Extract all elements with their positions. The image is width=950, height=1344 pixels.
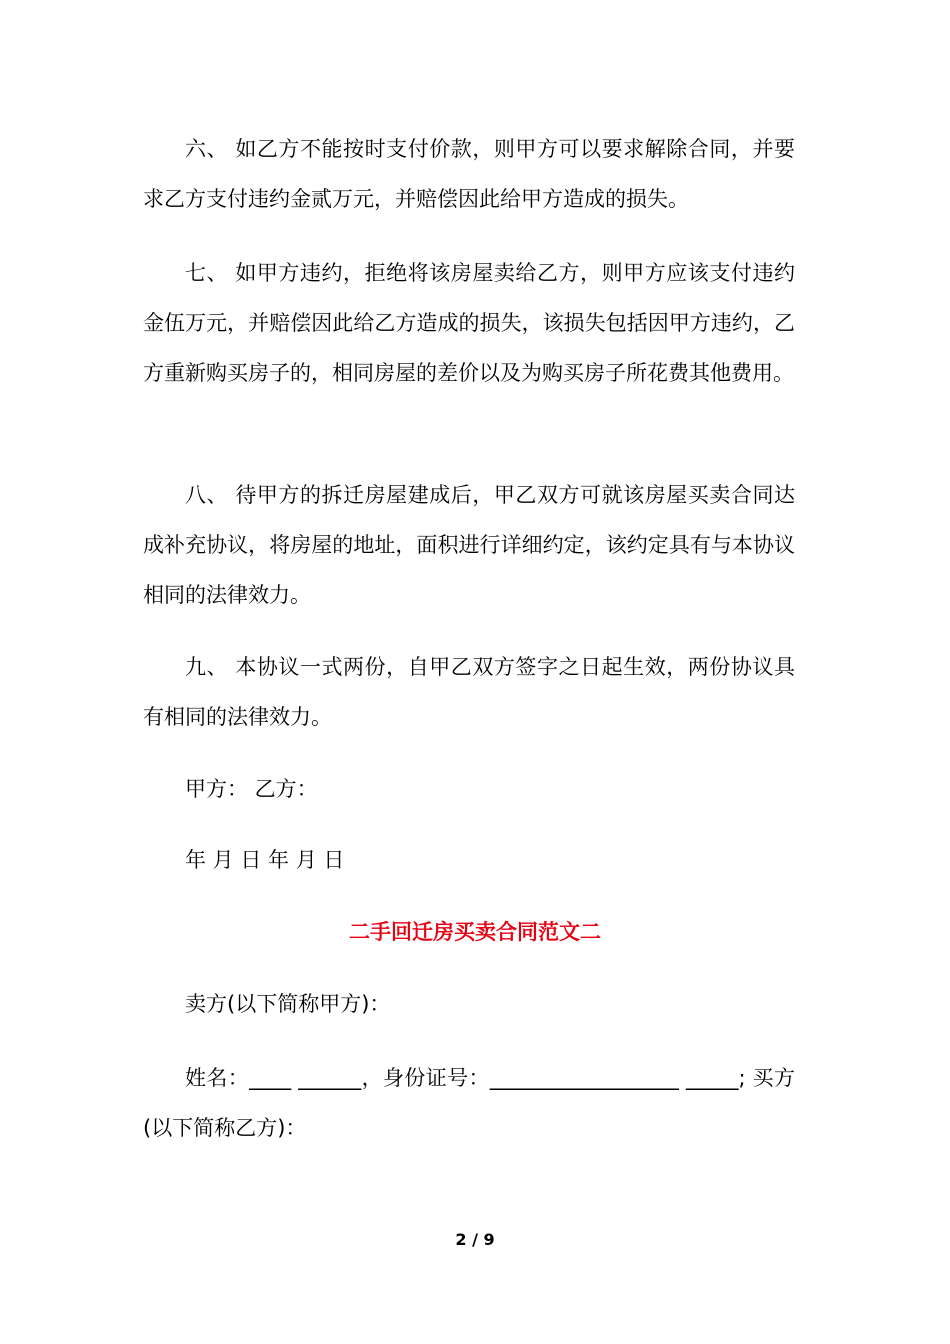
clause-nine-paragraph: 九、 本协议一式两份，自甲乙双方签字之日起生效，两份协议具有相同的法律效力。 [143,655,795,729]
signature-date-line: 年 月 日 年 月 日 [185,848,345,872]
signature-parties-line: 甲方： 乙方： [185,777,318,801]
clause-six-paragraph: 六、 如乙方不能按时支付价款，则甲方可以要求解除合同，并要求乙方支付违约金贰万元，并赔偿因此给甲方造成的损失。 [143,137,795,211]
clause-seven-paragraph: 七、 如甲方违约，拒绝将该房屋卖给乙方，则甲方应该支付违约金伍万元，并赔偿因此给乙方造成的损失，该损失包括因甲方违约，乙方重新购买房子的，相同房屋的差价以及为购买房子所花费其他费用。 [143,261,795,385]
clause-eight-paragraph: 八、 待甲方的拆迁房屋建成后，甲乙双方可就该房屋买卖合同达成补充协议，将房屋的地址，面积进行详细约定，该约定具有与本协议相同的法律效力。 [143,483,795,607]
page-number: 2 / 9 [455,1230,495,1249]
section-title: 二手回迁房买卖合同范文二 [349,920,601,944]
seller-fields-paragraph: 姓名：____ ______，身份证号：__________________ _____; 买方(以下简称乙方)： [143,1066,795,1140]
seller-intro-paragraph: 卖方(以下简称甲方)： [185,992,391,1016]
